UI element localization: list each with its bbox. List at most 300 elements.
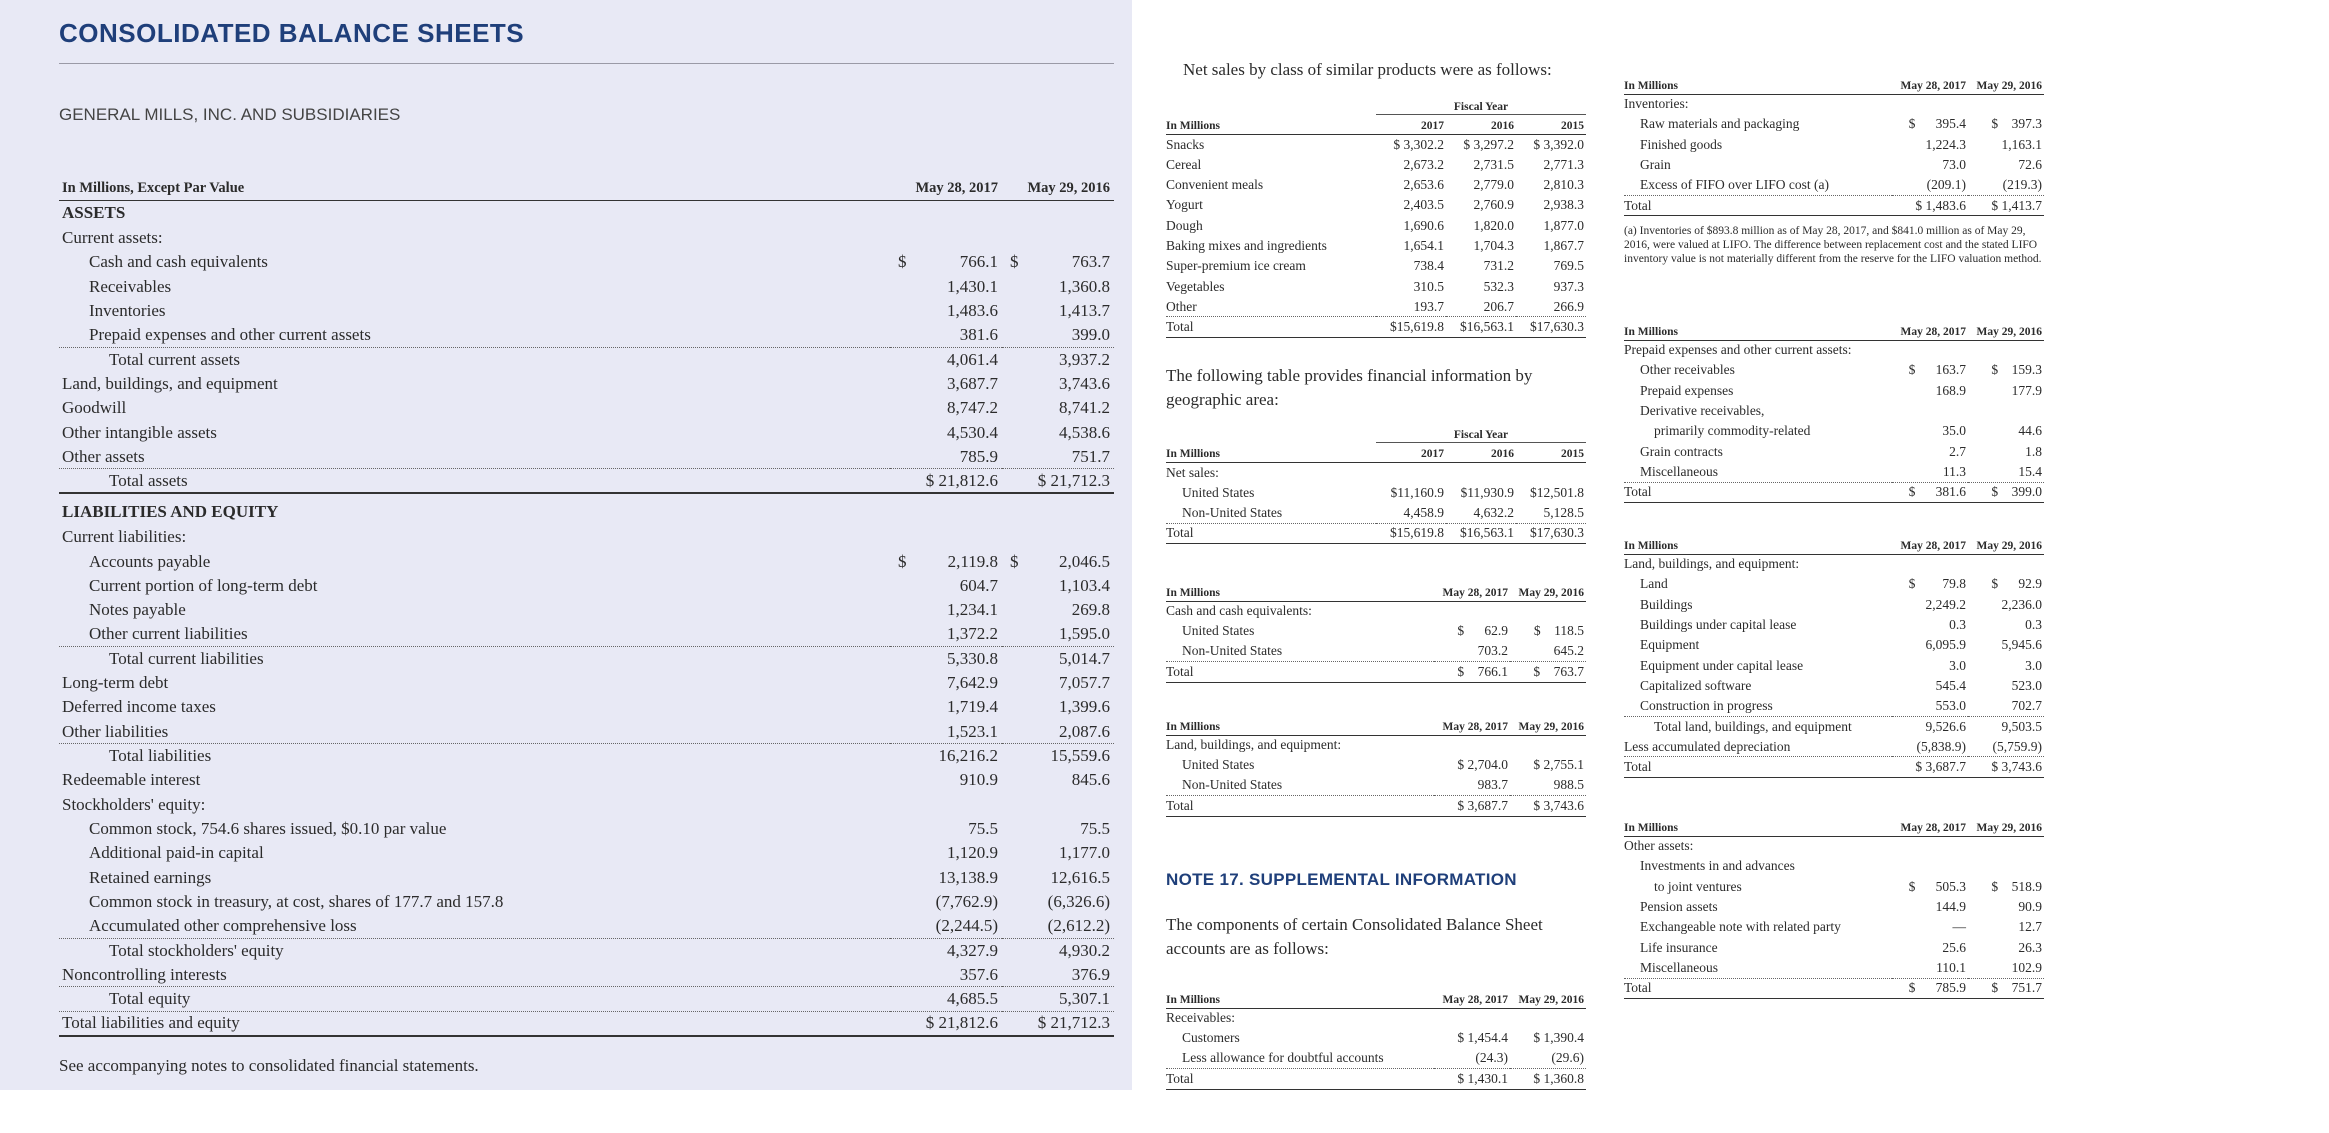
row-value-2017 xyxy=(890,323,1002,347)
row-value: 2.7 xyxy=(1949,443,1966,459)
value-text: 2,046.5 xyxy=(1059,551,1110,571)
row-value: 12.7 xyxy=(2018,919,2042,935)
table-row xyxy=(59,720,1114,744)
row-value-2017 xyxy=(890,250,1002,274)
row-value: 988.5 xyxy=(1510,776,1586,796)
row-value: 3.0 xyxy=(2025,657,2042,673)
row-value: $ 3,743.6 xyxy=(1510,796,1586,816)
header-col: May 29, 2016 xyxy=(1510,974,1586,1008)
row-value-2017 xyxy=(890,720,1002,744)
row-value xyxy=(1510,1008,1586,1028)
value-text: 845.6 xyxy=(1071,770,1110,790)
row-label: Land, buildings, and equipment: xyxy=(1624,556,1800,572)
row-value: 11.3 xyxy=(1892,462,1968,482)
row-value: (5,838.9) xyxy=(1892,737,1968,757)
row-value: 2,731.5 xyxy=(1473,156,1514,172)
value-text: 3,937.2 xyxy=(1059,349,1110,369)
header-row xyxy=(1624,306,2044,340)
row-value-2016 xyxy=(1002,250,1114,274)
row-value: 0.3 xyxy=(1949,617,1966,633)
table-row xyxy=(1624,655,2044,675)
row-value-2017 xyxy=(890,938,1002,962)
row-value: 2,673.2 xyxy=(1403,156,1444,172)
row-value: 72.6 xyxy=(2018,157,2042,173)
row-label: Other current liabilities xyxy=(59,622,890,646)
value-text: 1,103.4 xyxy=(1059,576,1110,595)
table-row xyxy=(59,671,1114,695)
row-label: Deferred income taxes xyxy=(62,697,216,717)
row-label: Receivables xyxy=(89,276,172,296)
table-row xyxy=(1166,755,1586,775)
value-text: 399.0 xyxy=(1071,325,1110,345)
table-row xyxy=(1624,757,2044,777)
row-label: Capitalized software xyxy=(1640,677,1752,693)
row-value: $ 1,390.4 xyxy=(1533,1030,1584,1046)
table-row xyxy=(1166,134,1586,154)
row-value: 5,128.5 xyxy=(1516,503,1586,523)
row-value: 702.7 xyxy=(1968,696,2044,716)
row-label: Current liabilities: xyxy=(62,527,187,547)
table-row xyxy=(1166,195,1586,215)
header-label: In Millions xyxy=(1624,306,1892,340)
row-value: 310.5 xyxy=(1413,278,1444,294)
row-label: Stockholders' equity: xyxy=(62,794,206,814)
row-value: 26.3 xyxy=(2018,939,2042,955)
row-label: Convenient meals xyxy=(1166,177,1264,193)
row-label: Net sales: xyxy=(1166,464,1219,480)
row-value-2017 xyxy=(890,695,1002,719)
table-row xyxy=(1166,1069,1586,1089)
row-value: 3.0 xyxy=(1949,657,1966,673)
row-value xyxy=(1892,340,1968,360)
row-value-2016 xyxy=(1002,550,1114,574)
value-text: 75.5 xyxy=(968,818,998,838)
value-text: 75.5 xyxy=(1080,818,1110,838)
table-row xyxy=(1624,917,2044,937)
row-value: $ 163.7 xyxy=(1908,362,1966,378)
row-label: Common stock, 754.6 shares issued, $0.10 par value xyxy=(89,818,447,838)
row-value: 738.4 xyxy=(1413,258,1444,274)
header-col: May 29, 2016 xyxy=(1968,306,2044,340)
row-value: 645.2 xyxy=(1510,642,1586,662)
row-label: Pension assets xyxy=(1640,899,1718,915)
header-col: May 28, 2017 xyxy=(1892,802,1968,836)
row-value-2016 xyxy=(1002,574,1114,598)
table-row xyxy=(1624,381,2044,401)
other-assets-table xyxy=(1624,802,2044,999)
row-label: Total land, buildings, and equipment xyxy=(1654,718,1852,734)
row-label: Other xyxy=(1166,297,1376,317)
row-value-2017 xyxy=(890,550,1002,574)
row-label: Total xyxy=(1166,796,1434,816)
table-row xyxy=(1166,297,1586,317)
row-label: Inventories: xyxy=(1624,96,1689,112)
prepaid-table xyxy=(1624,306,2044,503)
header-col-2016: May 29, 2016 xyxy=(1002,178,1114,200)
row-label: Less allowance for doubtful accounts xyxy=(1166,1049,1434,1069)
row-value: 4,458.9 xyxy=(1376,503,1446,523)
value-text: 7,057.7 xyxy=(1059,673,1110,693)
table-row xyxy=(59,841,1114,865)
row-value: $ 3,687.7 xyxy=(1892,757,1968,777)
value-text: 1,399.6 xyxy=(1059,697,1110,717)
row-value-2016 xyxy=(1002,865,1114,889)
row-value: $15,619.8 xyxy=(1376,317,1446,337)
row-value xyxy=(1892,94,1968,114)
value-text: 4,327.9 xyxy=(947,940,998,960)
row-value: 2,403.5 xyxy=(1403,197,1444,213)
header-label: In Millions, Except Par Value xyxy=(59,178,890,200)
row-value: $ 785.9 xyxy=(1892,978,1968,998)
row-value-2016 xyxy=(1002,963,1114,987)
row-value: 144.9 xyxy=(1935,899,1966,915)
row-value: 983.7 xyxy=(1434,776,1510,796)
row-value: 15.4 xyxy=(1968,462,2044,482)
currency-symbol: $ xyxy=(898,252,907,272)
row-label: Equipment under capital lease xyxy=(1640,657,1804,673)
header-row xyxy=(1166,114,1586,134)
row-label: Accumulated other comprehensive loss xyxy=(59,914,890,938)
row-value xyxy=(1434,735,1510,755)
row-value: $15,619.8 xyxy=(1376,523,1446,543)
header-col: May 28, 2017 xyxy=(1434,567,1510,601)
geo-net-sales-table xyxy=(1166,428,1586,544)
table-row xyxy=(59,550,1114,574)
value-text: 1,523.1 xyxy=(947,721,998,741)
row-value: $ 763.7 xyxy=(1510,662,1586,682)
row-value: $12,501.8 xyxy=(1530,484,1584,500)
table-row xyxy=(1166,642,1586,662)
row-value xyxy=(1516,462,1586,482)
value-text: 1,483.6 xyxy=(947,301,998,321)
row-label: Life insurance xyxy=(1640,939,1718,955)
row-label: Snacks xyxy=(1166,136,1205,152)
row-label: Noncontrolling interests xyxy=(59,963,890,987)
row-label: Buildings xyxy=(1640,596,1693,612)
row-value: 9,526.6 xyxy=(1925,718,1966,734)
note-17-intro: The components of certain Consolidated Balance Sheet accounts are as follows: xyxy=(1166,915,1543,958)
value-text: $ 21,712.3 xyxy=(1037,470,1110,490)
fiscal-year-row xyxy=(1166,428,1586,442)
row-value-2017 xyxy=(890,598,1002,622)
value-text: 269.8 xyxy=(1071,600,1110,620)
table-row xyxy=(1624,441,2044,461)
row-value: $ 3,302.2 xyxy=(1393,136,1444,152)
table-row xyxy=(1166,215,1586,235)
table-row xyxy=(59,793,1114,817)
header-col-2017: May 28, 2017 xyxy=(890,178,1002,200)
row-value xyxy=(1892,836,1968,856)
table-row xyxy=(1624,836,2044,856)
table-row xyxy=(1166,175,1586,195)
table-row xyxy=(59,420,1114,444)
row-value: 1,867.7 xyxy=(1543,237,1584,253)
row-label: Prepaid expenses and other current assets xyxy=(59,323,890,347)
value-text: 5,330.8 xyxy=(947,649,998,669)
value-text: 4,538.6 xyxy=(1059,422,1110,442)
row-value-2017 xyxy=(890,914,1002,938)
row-label: Current assets: xyxy=(62,228,163,248)
row-value: 1,163.1 xyxy=(2001,136,2042,152)
table-row xyxy=(59,914,1114,938)
row-label: Construction in progress xyxy=(1624,696,1892,716)
row-value-2017 xyxy=(890,622,1002,646)
row-value xyxy=(1968,401,2044,421)
row-value: $ 159.3 xyxy=(1991,362,2042,378)
row-label: Total xyxy=(1624,757,1892,777)
table-row xyxy=(1624,574,2044,594)
row-label: Total xyxy=(1166,317,1376,337)
row-label: Receivables: xyxy=(1166,1010,1235,1026)
row-value xyxy=(1892,856,1968,876)
row-value: 532.3 xyxy=(1483,278,1514,294)
row-label: Non-United States xyxy=(1166,642,1434,662)
row-value-2016 xyxy=(1002,695,1114,719)
value-text: 1,234.1 xyxy=(947,600,998,620)
row-value-2016 xyxy=(1002,347,1114,371)
row-label: Total xyxy=(1166,1069,1434,1089)
table-row xyxy=(1624,155,2044,175)
row-value-2016 xyxy=(1002,396,1114,420)
row-label: Additional paid-in capital xyxy=(89,843,264,863)
row-label: Grain contracts xyxy=(1640,443,1723,459)
header-col: May 28, 2017 xyxy=(1434,701,1510,735)
header-col: May 29, 2016 xyxy=(1510,567,1586,601)
row-value: 2,760.9 xyxy=(1473,197,1514,213)
row-value: 168.9 xyxy=(1935,382,1966,398)
row-label: Total xyxy=(1166,662,1434,682)
header-col: May 29, 2016 xyxy=(1968,802,2044,836)
table-row xyxy=(59,275,1114,299)
row-value: 9,503.5 xyxy=(2001,718,2042,734)
table-row xyxy=(59,938,1114,962)
header-col: 2017 xyxy=(1376,114,1446,134)
value-text: 785.9 xyxy=(959,446,998,466)
value-text: 381.6 xyxy=(959,325,998,345)
table-row xyxy=(1624,676,2044,696)
row-label: Total equity xyxy=(59,987,890,1011)
header-col: 2015 xyxy=(1516,114,1586,134)
table-row xyxy=(1624,135,2044,155)
row-label: Total assets xyxy=(59,469,890,493)
row-value: 25.6 xyxy=(1942,939,1966,955)
row-value-2017 xyxy=(890,768,1002,792)
table-row xyxy=(59,372,1114,396)
table-row xyxy=(59,963,1114,987)
row-value: 553.0 xyxy=(1892,696,1968,716)
value-text: (2,244.5) xyxy=(935,915,998,935)
row-value: $ 2,755.1 xyxy=(1533,757,1584,773)
row-value-2017 xyxy=(890,1011,1002,1035)
value-text: 8,747.2 xyxy=(947,398,998,418)
header-col: May 29, 2016 xyxy=(1968,520,2044,554)
row-label: United States xyxy=(1182,623,1255,639)
table-row xyxy=(59,499,1114,525)
row-value: 102.9 xyxy=(1968,958,2044,978)
row-value-2016 xyxy=(1002,841,1114,865)
header-col: 2017 xyxy=(1376,442,1446,462)
table-row xyxy=(1624,175,2044,195)
row-value: 90.9 xyxy=(2018,899,2042,915)
header-col: May 29, 2016 xyxy=(1968,60,2044,94)
net-sales-intro: Net sales by class of similar products were as follows: xyxy=(1183,60,1552,79)
row-label: Other intangible assets xyxy=(62,422,217,442)
table-row xyxy=(1624,595,2044,615)
row-value: 523.0 xyxy=(2011,677,2042,693)
table-row xyxy=(1624,978,2044,998)
row-value: 2,653.6 xyxy=(1403,177,1444,193)
row-label: Total xyxy=(1624,482,1892,502)
row-value: $ 2,704.0 xyxy=(1457,757,1508,773)
row-label: Common stock in treasury, at cost, shares of 177.7 and 157.8 xyxy=(89,891,504,911)
table-row xyxy=(1624,114,2044,134)
row-value-2016 xyxy=(1002,1011,1114,1035)
row-label: Dough xyxy=(1166,217,1203,233)
row-value: (219.3) xyxy=(1968,175,2044,195)
table-row xyxy=(59,226,1114,250)
row-label: Prepaid expenses xyxy=(1640,382,1734,398)
table-row xyxy=(1166,256,1586,276)
row-value: $ 62.9 xyxy=(1457,623,1508,639)
row-value: 193.7 xyxy=(1376,297,1446,317)
row-value: 1,704.3 xyxy=(1473,237,1514,253)
header-label: In Millions xyxy=(1166,974,1434,1008)
balance-sheet-footnote: See accompanying notes to consolidated financial statements. xyxy=(59,1056,479,1075)
value-text: 12,616.5 xyxy=(1050,867,1110,887)
land-buildings-table xyxy=(1624,520,2044,778)
row-label: Excess of FIFO over LIFO cost (a) xyxy=(1624,175,1892,195)
row-value-2017 xyxy=(890,647,1002,671)
row-value: 266.9 xyxy=(1516,297,1586,317)
table-row xyxy=(1624,94,2044,114)
currency-symbol: $ xyxy=(1010,252,1019,272)
row-value-2016 xyxy=(1002,647,1114,671)
value-text: 5,014.7 xyxy=(1059,649,1110,669)
row-label: Miscellaneous xyxy=(1624,958,1892,978)
row-value xyxy=(1434,601,1510,621)
value-text: 1,372.2 xyxy=(947,624,998,644)
row-value: 937.3 xyxy=(1553,278,1584,294)
value-text: 357.6 xyxy=(959,964,998,984)
geo-cash-table xyxy=(1166,567,1586,683)
row-value-2016 xyxy=(1002,671,1114,695)
row-label: Super-premium ice cream xyxy=(1166,258,1306,274)
row-label: Investments in and advances xyxy=(1640,858,1795,874)
header-col: May 28, 2017 xyxy=(1892,60,1968,94)
row-value: (5,759.9) xyxy=(1968,737,2044,757)
row-label: primarily commodity-related xyxy=(1654,423,1811,439)
company-name: GENERAL MILLS, INC. AND SUBSIDIARIES xyxy=(59,105,401,124)
row-value-2017 xyxy=(890,299,1002,323)
header-col: 2015 xyxy=(1516,442,1586,462)
row-value: 206.7 xyxy=(1446,297,1516,317)
table-row xyxy=(1166,796,1586,816)
row-label: Customers xyxy=(1182,1030,1240,1046)
row-label: ASSETS xyxy=(62,203,126,223)
table-row xyxy=(1624,958,2044,978)
row-label: Total liabilities xyxy=(109,746,212,766)
fiscal-year-row xyxy=(1166,100,1586,114)
row-value: — xyxy=(1952,919,1966,935)
row-value-2017 xyxy=(890,275,1002,299)
row-value: 73.0 xyxy=(1942,157,1966,173)
row-value: 177.9 xyxy=(2011,382,2042,398)
row-value: 769.5 xyxy=(1553,258,1584,274)
value-text: 1,360.8 xyxy=(1059,276,1110,296)
table-row xyxy=(1624,340,2044,360)
row-value-2017 xyxy=(890,372,1002,396)
value-text: 910.9 xyxy=(959,770,998,790)
header-row xyxy=(1166,567,1586,601)
row-label: Vegetables xyxy=(1166,278,1225,294)
row-value: $ 1,430.1 xyxy=(1434,1069,1510,1089)
header-label: In Millions xyxy=(1166,114,1376,134)
row-value: $ 3,743.6 xyxy=(1968,757,2044,777)
table-row xyxy=(59,768,1114,792)
table-row xyxy=(1624,937,2044,957)
row-label: Long-term debt xyxy=(62,673,169,693)
table-row xyxy=(1624,737,2044,757)
header-col: 2016 xyxy=(1446,114,1516,134)
row-value xyxy=(1892,554,1968,574)
value-text: 763.7 xyxy=(1071,252,1110,272)
table-row xyxy=(1624,401,2044,421)
row-value-2016 xyxy=(1002,914,1114,938)
value-text: 1,177.0 xyxy=(1059,843,1110,863)
row-value: $ 766.1 xyxy=(1434,662,1510,682)
row-value: 2,779.0 xyxy=(1473,177,1514,193)
row-value: 6,095.9 xyxy=(1925,637,1966,653)
row-label: Exchangeable note with related party xyxy=(1640,919,1841,935)
value-text: 4,930.2 xyxy=(1059,940,1110,960)
row-value: 1,690.6 xyxy=(1403,217,1444,233)
row-label: Land xyxy=(1640,576,1668,592)
table-row xyxy=(59,574,1114,598)
table-row xyxy=(1624,635,2044,655)
row-value: 731.2 xyxy=(1483,258,1514,274)
value-text: 13,138.9 xyxy=(938,867,998,887)
row-value: (24.3) xyxy=(1434,1049,1510,1069)
table-row xyxy=(1166,1008,1586,1028)
row-value-2017 xyxy=(890,963,1002,987)
row-value xyxy=(1968,856,2044,876)
table-row xyxy=(59,695,1114,719)
row-value: 1,224.3 xyxy=(1925,136,1966,152)
row-value: $ 1,483.6 xyxy=(1892,195,1968,215)
table-row xyxy=(1624,482,2044,502)
row-value-2017 xyxy=(890,865,1002,889)
value-text: (7,762.9) xyxy=(935,891,998,911)
row-label: Derivative receivables, xyxy=(1640,403,1765,419)
table-row xyxy=(1166,601,1586,621)
table-row xyxy=(59,250,1114,274)
table-row xyxy=(1624,615,2044,635)
row-label: Total liabilities and equity xyxy=(59,1011,890,1035)
value-text: $ 21,712.3 xyxy=(1037,1013,1110,1033)
row-value-2016 xyxy=(1002,420,1114,444)
row-label: Redeemable interest xyxy=(62,770,201,790)
row-value: $17,630.3 xyxy=(1516,523,1586,543)
table-row xyxy=(1624,195,2044,215)
row-label: Land, buildings, and equipment: xyxy=(1166,737,1342,753)
row-value-2017 xyxy=(890,420,1002,444)
header-label: In Millions xyxy=(1166,567,1434,601)
row-label: Accounts payable xyxy=(89,551,211,571)
row-value-2016 xyxy=(1002,817,1114,841)
row-value: 2,249.2 xyxy=(1925,596,1966,612)
table-row xyxy=(1166,1028,1586,1048)
table-row xyxy=(1624,877,2044,897)
